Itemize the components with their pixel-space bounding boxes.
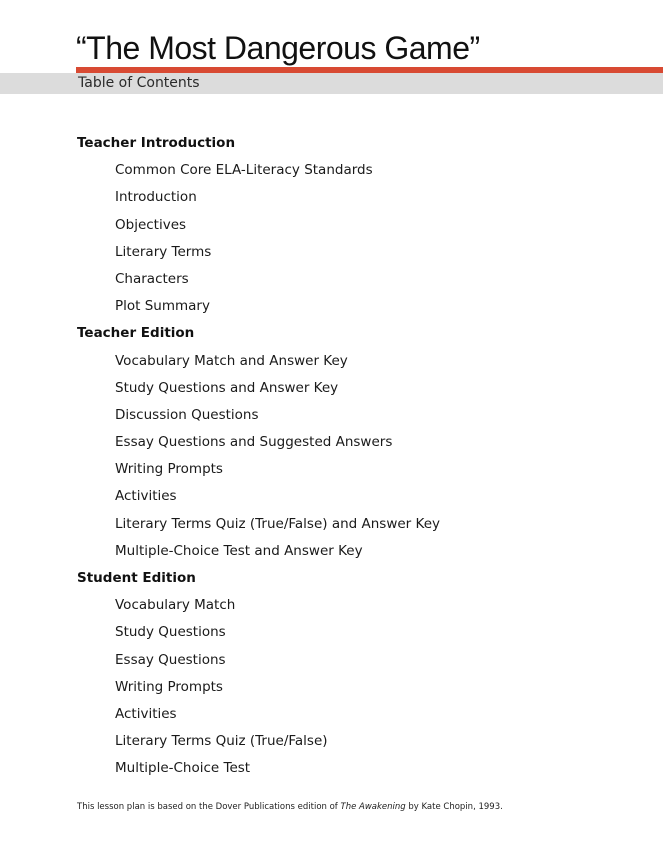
toc-entry: Discussion Questions — [115, 406, 259, 423]
toc-entry: Writing Prompts — [115, 461, 223, 478]
page-subtitle: Table of Contents — [78, 75, 200, 91]
toc-entry: Study Questions and Answer Key — [115, 379, 339, 396]
table-of-contents — [0, 130, 663, 783]
toc-entry: Writing Prompts — [115, 678, 223, 695]
toc-section-heading: Teacher Edition — [77, 325, 195, 342]
footnote-text-before: This lesson plan is based on the Dover Publications edition of — [77, 802, 341, 812]
toc-entry: Literary Terms Quiz (True/False) — [115, 733, 328, 750]
toc-entry: Characters — [115, 270, 189, 287]
toc-entry: Vocabulary Match and Answer Key — [115, 352, 348, 369]
toc-entry: Objectives — [115, 216, 187, 233]
toc-entry: Vocabulary Match — [115, 597, 236, 614]
toc-entry: Essay Questions and Suggested Answers — [115, 434, 393, 451]
toc-entry: Multiple-Choice Test — [115, 760, 251, 777]
toc-entry: Common Core ELA-Literacy Standards — [115, 162, 373, 179]
toc-entry: Literary Terms — [115, 243, 212, 260]
toc-entry: Literary Terms Quiz (True/False) and Answer Key — [115, 515, 440, 532]
footnote-book-title: The Awakening — [340, 802, 406, 812]
toc-entry: Introduction — [115, 189, 197, 206]
toc-section-heading: Student Edition — [77, 570, 196, 586]
toc-entry: Activities — [115, 488, 177, 505]
toc-section-heading: Teacher Introduction — [77, 135, 236, 151]
toc-entry: Plot Summary — [115, 298, 210, 315]
toc-entry: Study Questions — [115, 624, 226, 641]
toc-entry: Activities — [115, 705, 177, 722]
footnote — [77, 801, 503, 813]
toc-entry: Essay Questions — [115, 651, 226, 668]
toc-entry: Multiple-Choice Test and Answer Key — [115, 542, 363, 559]
page-title: “The Most Dangerous Game” — [76, 30, 480, 66]
footnote-text-after: by Kate Chopin, 1993. — [405, 802, 503, 812]
